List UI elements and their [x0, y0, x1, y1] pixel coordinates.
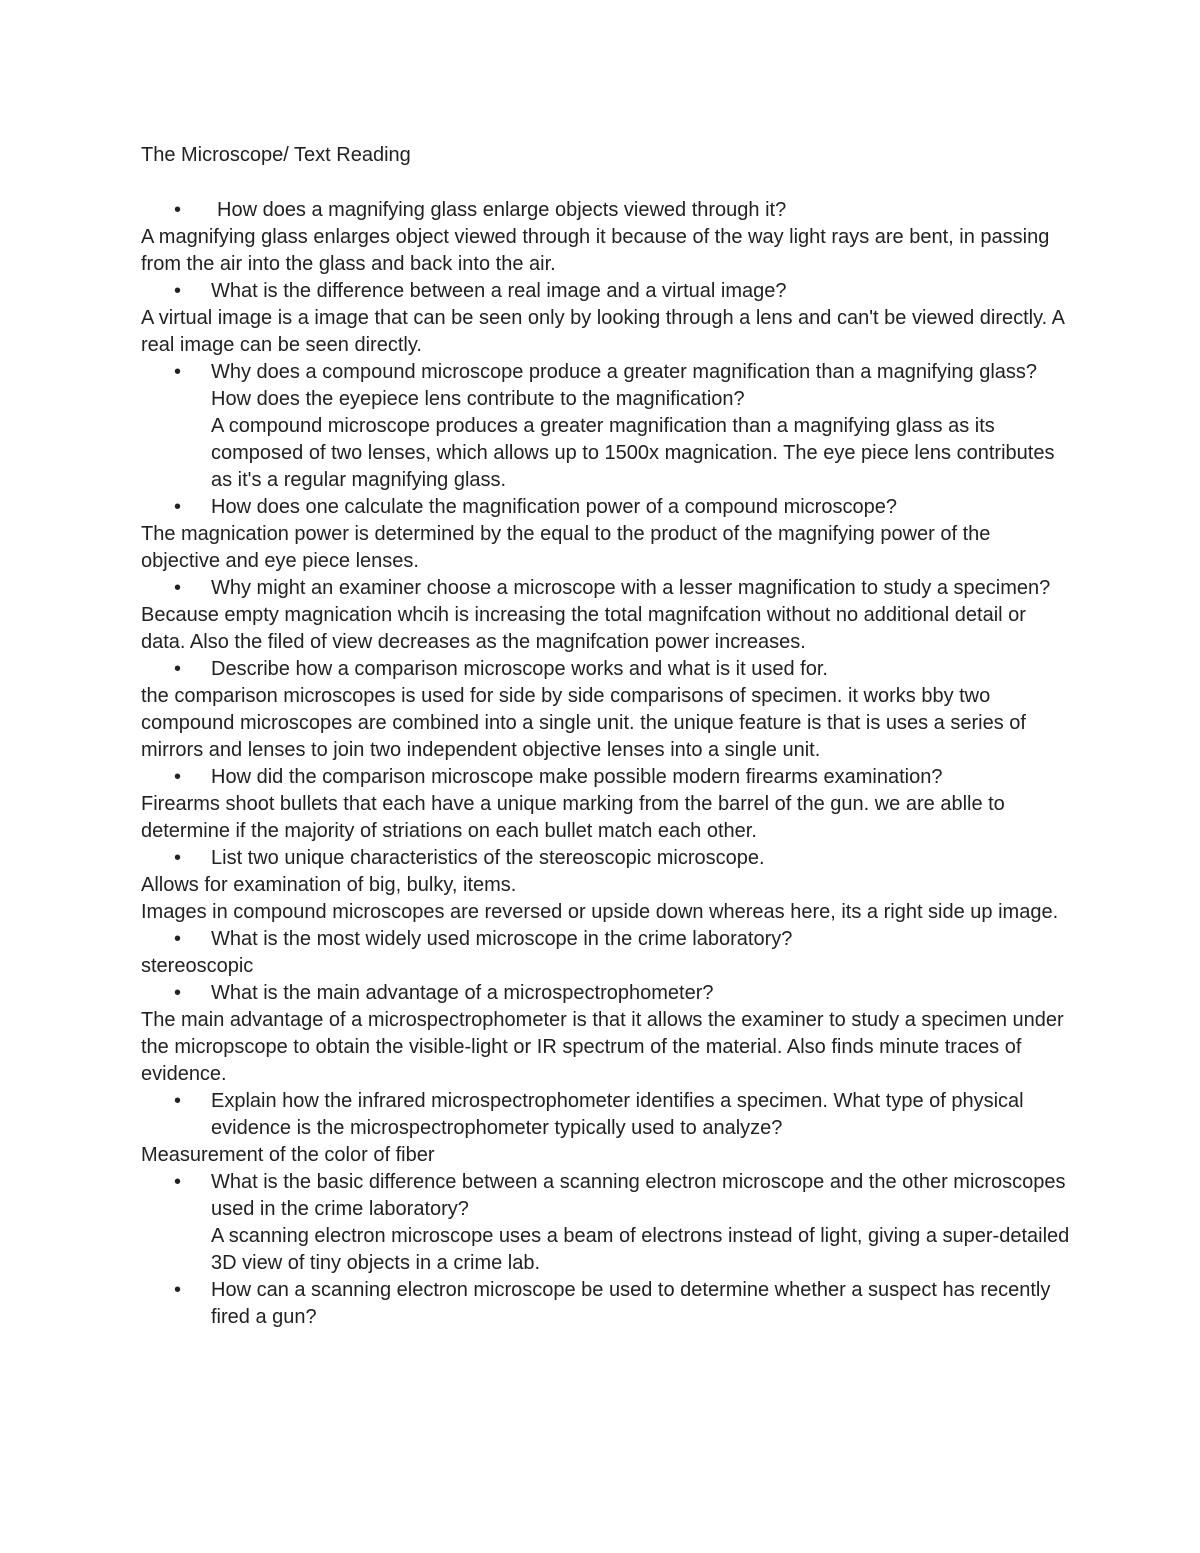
question-item	[141, 1088, 1071, 1142]
bullet-icon: •	[174, 928, 182, 950]
document-title: The Microscope/ Text Reading	[141, 144, 411, 166]
answer-text: Measurement of the color of fiber	[141, 1144, 435, 1166]
question-item	[141, 575, 1071, 602]
question-item	[141, 845, 1071, 872]
bullet-icon: •	[174, 658, 182, 680]
answer-text: Because empty magnication whcih is increasing the total magnifcation without no additional detail or data. Also the filed of view decreases as the magnifcation power increases.	[141, 604, 1026, 653]
answer-text: Allows for examination of big, bulky, items.	[141, 874, 517, 896]
bullet-icon: •	[174, 496, 182, 518]
bullet-icon: •	[174, 1279, 182, 1301]
bullet-icon: •	[174, 1090, 182, 1112]
question-text: What is the most widely used microscope in the crime laboratory?	[211, 928, 793, 950]
question-item	[141, 494, 1071, 521]
question-text: Explain how the infrared microspectrophometer identifies a specimen. What type of physical evidence is the microspectrophometer typically used to analyze?	[211, 1090, 1024, 1139]
question-text: How did the comparison microscope make possible modern firearms examination?	[211, 766, 943, 788]
question-text: What is the main advantage of a microspectrophometer?	[211, 982, 714, 1004]
answer-text: the comparison microscopes is used for side by side comparisons of specimen. it works bby two compound microscopes are combined into a single unit. the unique feature is that is uses a series of mirrors and lenses to join two independent objective lenses into a single unit.	[141, 685, 1026, 761]
answer-text: A virtual image is a image that can be seen only by looking through a lens and can't be viewed directly. A real image can be seen directly.	[141, 307, 1064, 356]
question-text: What is the difference between a real image and a virtual image?	[211, 280, 787, 302]
question-item	[141, 1169, 1071, 1277]
bullet-icon: •	[174, 577, 182, 599]
answer-text: Images in compound microscopes are reversed or upside down whereas here, its a right side up image.	[141, 901, 1059, 923]
bullet-icon: •	[174, 847, 182, 869]
question-text: How can a scanning electron microscope be used to determine whether a suspect has recently fired a gun?	[211, 1279, 1051, 1328]
bullet-icon: •	[174, 1171, 182, 1193]
question-text: What is the basic difference between a scanning electron microscope and the other microscopes used in the crime laboratory?	[211, 1171, 1066, 1220]
bullet-icon: •	[174, 280, 182, 302]
question-text: How does a magnifying glass enlarge objects viewed through it?	[217, 199, 787, 221]
answer-text: The main advantage of a microspectrophometer is that it allows the examiner to study a specimen under the micropscope to obtain the visible-light or IR spectrum of the material. Also finds minute traces of evidence.	[141, 1009, 1064, 1085]
question-text: Describe how a comparison microscope works and what is it used for.	[211, 658, 828, 680]
bullet-icon: •	[174, 766, 182, 788]
question-text: How does one calculate the magnification power of a compound microscope?	[211, 496, 897, 518]
question-text: List two unique characteristics of the stereoscopic microscope.	[211, 847, 765, 869]
question-item	[141, 197, 1071, 224]
question-item	[141, 980, 1071, 1007]
question-text: Why might an examiner choose a microscope with a lesser magnification to study a specimen?	[211, 577, 1051, 599]
bullet-icon: •	[174, 199, 182, 221]
answer-text: A scanning electron microscope uses a beam of electrons instead of light, giving a super-detailed 3D view of tiny objects in a crime lab.	[211, 1225, 1070, 1274]
question-item	[141, 359, 1071, 494]
bullet-icon: •	[174, 361, 182, 383]
answer-text: A compound microscope produces a greater magnification than a magnifying glass as its composed of two lenses, which allows up to 1500x magnication. The eye piece lens contributes as it's a regular magnifying glass.	[211, 415, 1055, 491]
answer-text: A magnifying glass enlarges object viewed through it because of the way light rays are bent, in passing from the air into the glass and back into the air.	[141, 226, 1050, 275]
answer-text: Firearms shoot bullets that each have a unique marking from the barrel of the gun. we are ablle to determine if the majority of striations on each bullet match each other.	[141, 793, 1005, 842]
answer-text: The magnication power is determined by the equal to the product of the magnifying power of the objective and eye piece lenses.	[141, 523, 991, 572]
question-item	[141, 656, 1071, 683]
question-item	[141, 926, 1071, 953]
bullet-icon: •	[174, 982, 182, 1004]
question-text: Why does a compound microscope produce a greater magnification than a magnifying glass? How does the eyepiece lens contribute to the magnification?	[211, 361, 1038, 410]
question-item	[141, 1277, 1071, 1331]
answer-text: stereoscopic	[141, 955, 254, 977]
document-body	[141, 197, 1071, 1331]
question-item	[141, 764, 1071, 791]
question-item	[141, 278, 1071, 305]
